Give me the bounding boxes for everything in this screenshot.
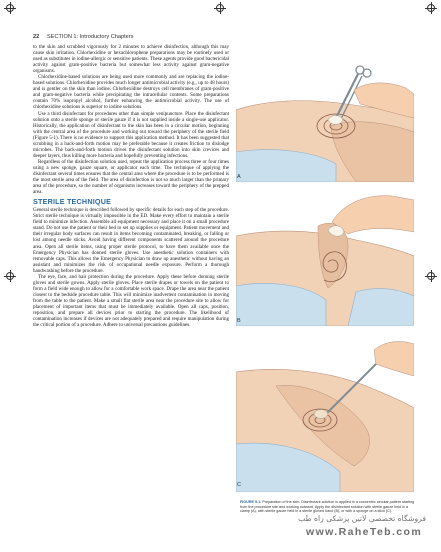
registration-mark-icon: [216, 4, 224, 12]
gauze-pad: [328, 116, 343, 125]
running-header: [33, 34, 413, 44]
page-number: 22: [33, 34, 40, 40]
skin-prep-hand-illustration: [236, 188, 414, 326]
skin-prep-clamp-illustration: [236, 60, 414, 182]
figure-panel-a: [236, 60, 414, 182]
figure-caption: [240, 500, 415, 514]
watermark-url: www.RaheTeb.com: [306, 526, 423, 538]
sponge-tip: [314, 410, 328, 419]
registration-mark-icon: [6, 4, 14, 12]
registration-mark-icon: [6, 272, 14, 280]
body-paragraph: Regardless of the disinfection solution used, repeat the application process three or four times using a new sponge, gauze square, or applicator each time. The technique of applying the disinfectant several times ensures that the central area where the procedure is to be performed is the most sterile area of the field. The area of disinfection is not so much larger than the primary area of the procedure, so the number of organisms increases toward the periphery of the prepped area.: [33, 158, 229, 196]
section-heading: STERILE TECHNIQUE: [33, 197, 112, 207]
site-watermark: [236, 514, 426, 546]
figure-5-1: [236, 60, 414, 510]
registration-mark-icon: [427, 4, 435, 12]
gloved-hand: [374, 342, 414, 376]
panel-letter: A: [237, 174, 241, 180]
skin-prep-sponge-stick-illustration: [236, 332, 414, 492]
figure-panel-c: [236, 332, 414, 492]
body-paragraph: General sterile technique is described followed by specific details for each step of the procedure. Strict sterile technique is virtually impossible in the ED. Make every effort to maintain a sterile field to minimize infection. Assemble all equipment necessary and place it on a small procedure stand. Do not use the patient or their bed to set up supplies or equipment. Patient movement and their irregular body surfaces can result in items becoming contaminated, breaking, or falling or lost among needle sticks. Avoid having different components scattered around the procedure area. Open all sterile items, using proper sterile protocol, to have them available once the Emergency Physician has donned sterile gloves. Use anesthetic solution containers with removable caps. This allows the Emergency Physician to draw up anesthetic without having an assistant and minimizes the risk of occupational needle exposure. Perform a thorough handwashing before the procedure.: [33, 207, 229, 274]
figure-caption-label: FIGURE 5-1.: [240, 500, 262, 504]
registration-mark-icon: [427, 272, 435, 280]
figure-panel-b: [236, 188, 414, 326]
gloved-hand: [332, 196, 414, 234]
panel-letter: C: [237, 482, 241, 488]
body-paragraph: Chlorhexidine-based solutions are being used more commonly and are replacing the iodine-based solutions. Chlorhexidine provides much longer antimicrobial activity (e.g., up to 48 hours) and is gentler on the skin than iodine. Chlorhexidine destroys cell membranes of gram-positive and gram-negative bacteria while precipitating the intracellular contents. Some preparations contain 70% isopropyl alcohol, further enhancing the antimicrobial activity. The use of chlorhexidine solutions is superior to iodine solutions.: [33, 74, 229, 111]
body-text-column: [33, 44, 229, 328]
body-paragraph: to the skin and scrubbed vigorously for 2 minutes to achieve disinfection, although this may cause skin irritation. Chlorhexidine or hexachlorophene preparations may be routinely used or used as substitutes in iodine-allergic or sensitive patients. These agents provide good bactericidal activity against gram-positive bacteria but somewhat less activity against gram-negative organisms.: [33, 44, 229, 75]
panel-letter: B: [237, 318, 241, 324]
figure-caption-text: Preparation of the skin. Disinfectant solution is applied in a concentric circular pattern starting from the procedure site and working outward. Apply the disinfectant solution with sterile gauze held in a clamp (A), with sterile gauze held in a sterile gloved hand (B), or with a sponge on a stick (C).: [240, 500, 415, 514]
body-paragraph: Use a third disinfectant for procedures other than simple venipuncture. Place the disinfectant solution onto a sterile sponge or sterile gauze if it is not supplied inside a single-use applicator. Historically, the application of disinfectant to the skin has been in a circular motion, beginning with the central area of the procedure and working out toward the periphery of the sterile field (Figure 5-1). There is no evidence to support this application method. It has been suggested that scrubbing in a back-and-forth motion may be preferable because it creates friction to dislodge microbes. The back-and-forth motion drives the disinfectant solution into skin crevices and deeper layers, thus killing more bacteria and hopefully preventing infections.: [33, 110, 229, 159]
body-paragraph: The eye, face, and hair protection during the procedure. Apply these before donning sterile gloves and sterile gowns. Apply sterile gloves. Place sterile drapes or towels on the patient to form a field wide enough to allow for a comfortable work space. Drape the area near the patient closest to the bedside procedure table. This will minimize inadvertent contamination in moving from the table to the patient. Make a small flat sterile area near the procedure site to allow for placement of important items that must be immediately available. Open all caps, position, reposition, and prepare all devices prior to starting the procedure. The likelihood of contamination increases if devices are not adequately prepared and require manipulation during the critical portion of a procedure. Adhere to universal precautions guidelines.: [33, 273, 229, 329]
clamp-ring-2: [363, 69, 371, 77]
watermark-persian-text: فروشگاه تخصصی لاتین پزشکی راه طب: [298, 514, 426, 523]
sterile-drape-2: [348, 289, 414, 326]
running-title: SECTION 1: Introductory Chapters: [47, 34, 134, 40]
